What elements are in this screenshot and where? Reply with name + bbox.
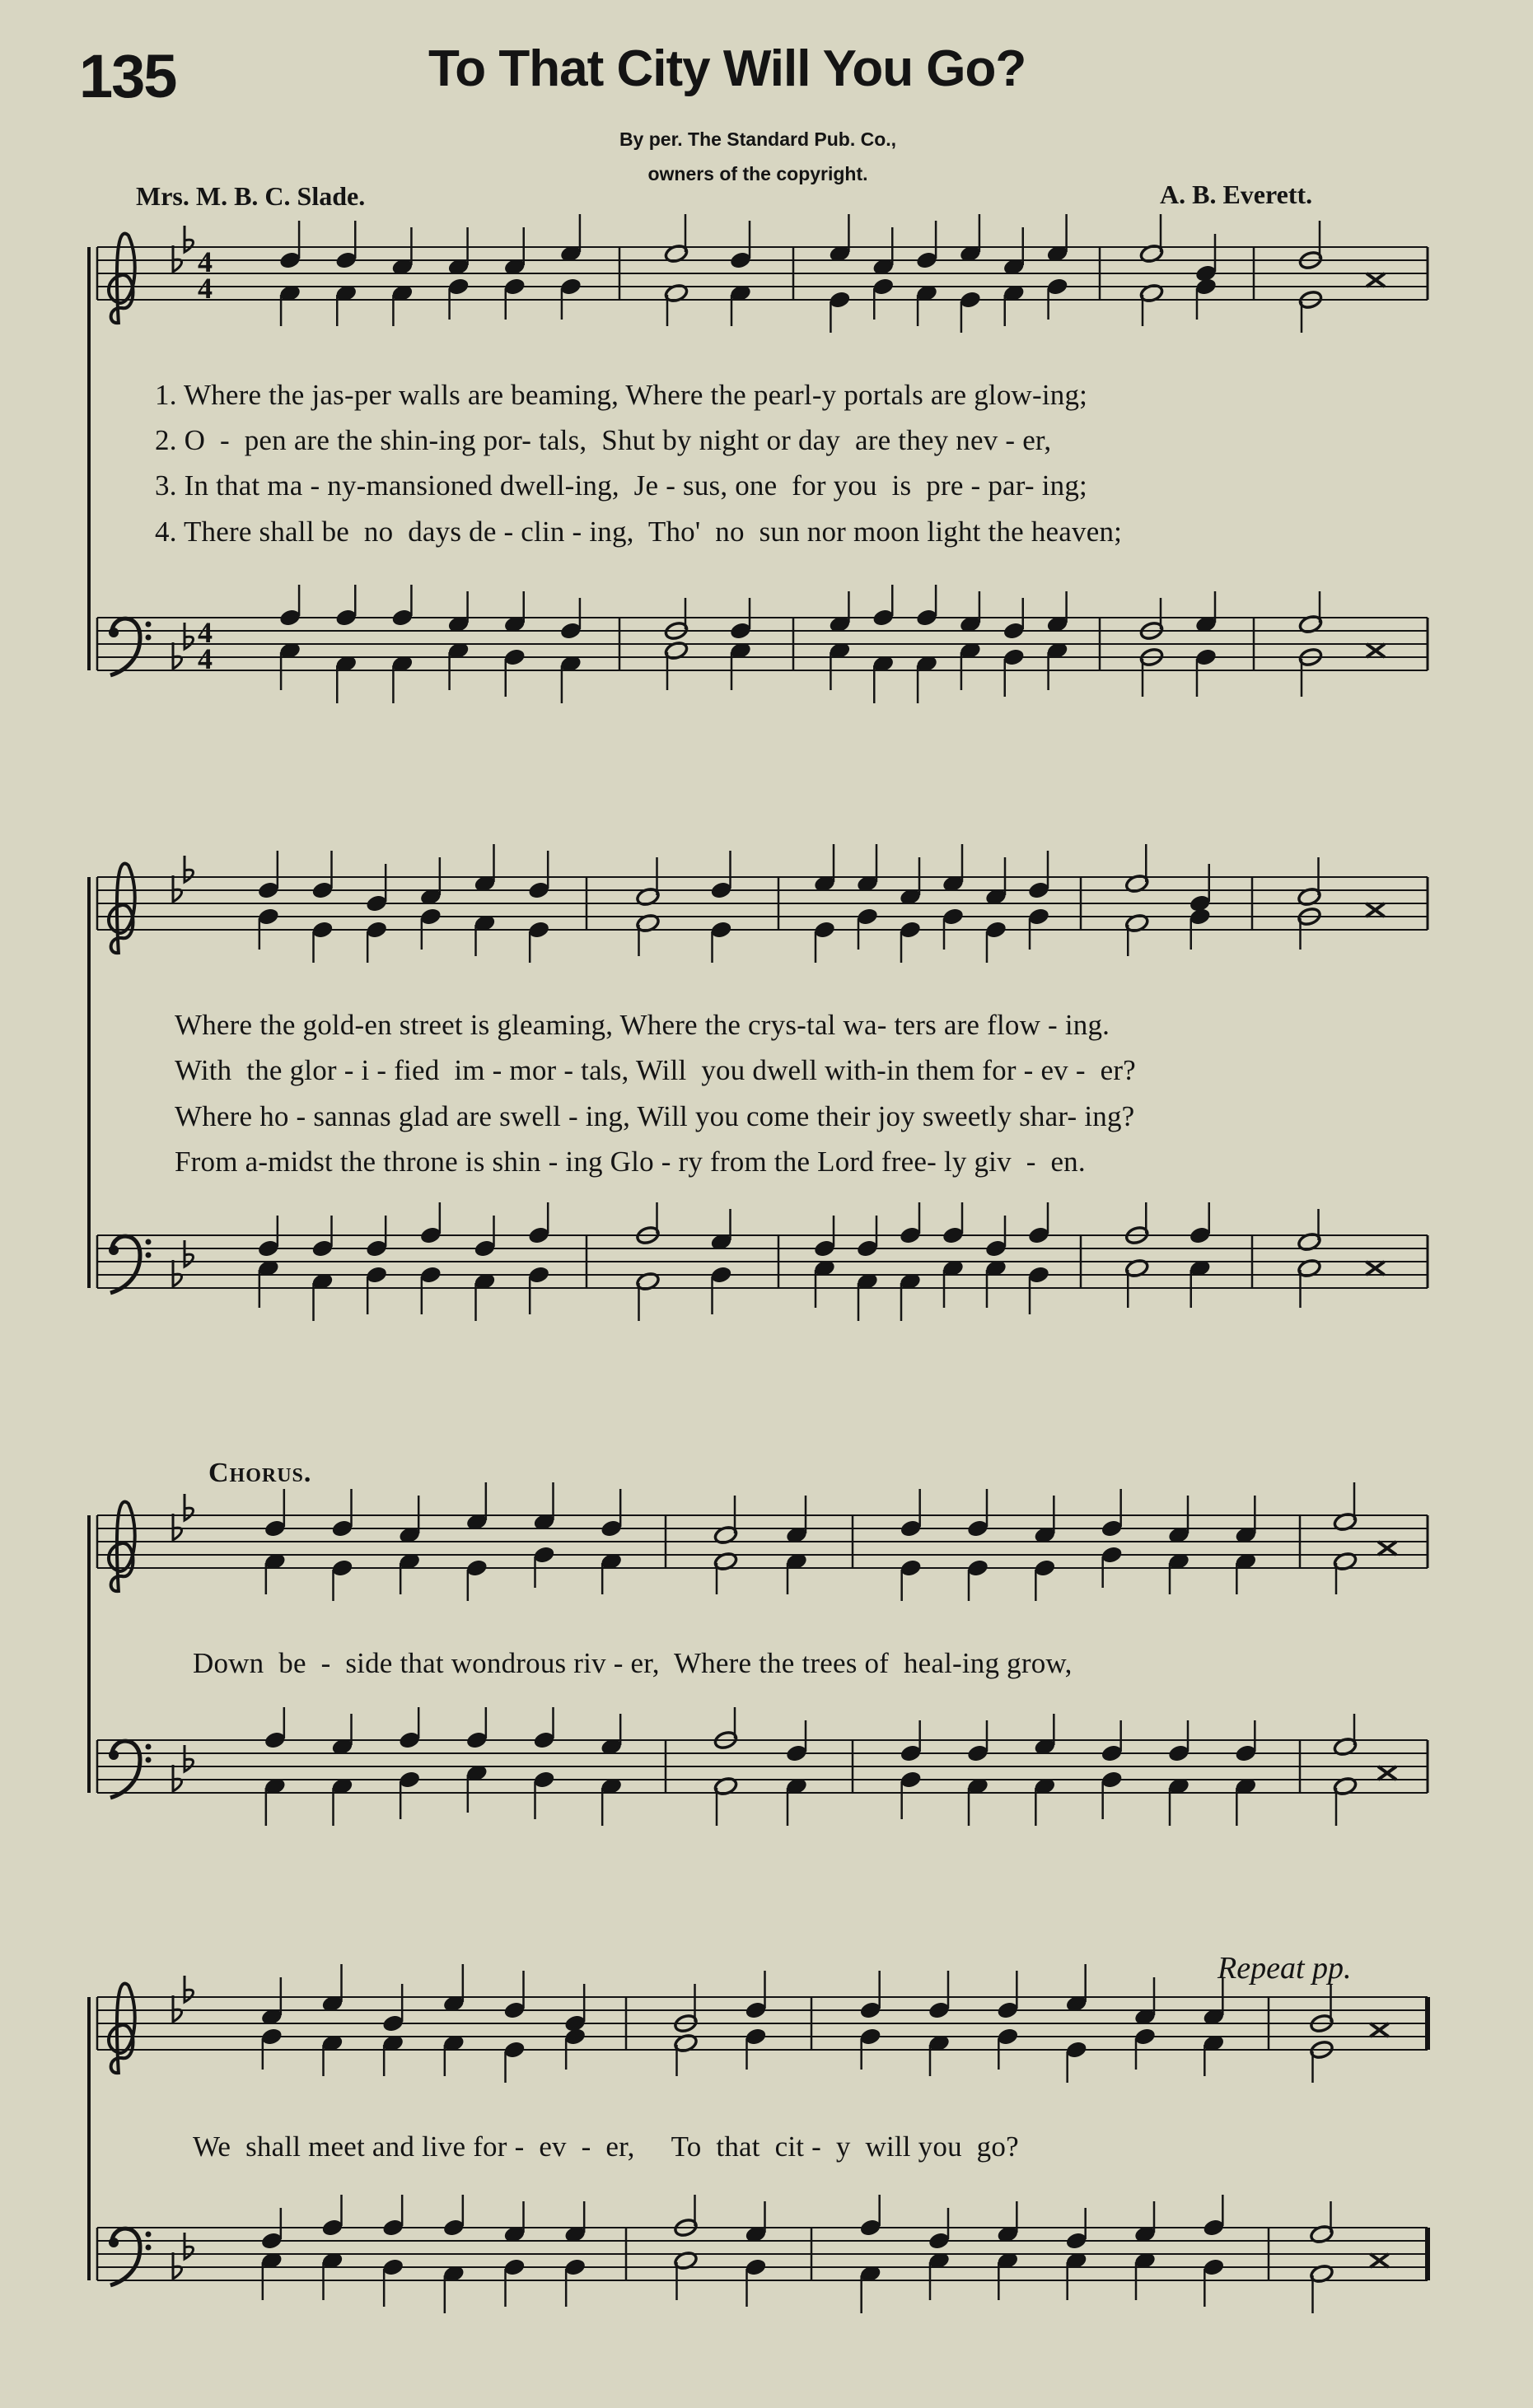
hymn-title: To That City Will You Go? <box>428 40 1026 97</box>
time-signature: 4 <box>198 616 213 649</box>
flat-sign <box>173 642 182 669</box>
verse-4-line-1: 4. There shall be no days de - clin - ing, Tho' no sun nor moon light the heaven; <box>155 516 1123 548</box>
hymn-number: 135 <box>79 42 176 110</box>
bass-clef-dot <box>146 1757 152 1763</box>
bass-clef-dot <box>146 2232 152 2238</box>
verse-2-line-2: With the glor - i - fied im - mor - tals, Will you dwell with-in them for - ev - er? <box>175 1054 1136 1086</box>
permission-line-1: By per. The Standard Pub. Co., <box>619 128 897 150</box>
rest-sign <box>1367 1262 1385 1275</box>
rest-sign <box>1367 903 1385 917</box>
verse-4-line-2: From a-midst the throne is shin - ing Glo - ry from the Lord free- ly giv - en. <box>175 1146 1086 1178</box>
chorus-label: Chorus. <box>208 1458 312 1488</box>
flat-sign <box>185 1240 194 1267</box>
permission-line-2: owners of the copyright. <box>647 163 868 184</box>
time-signature: 4 <box>198 245 213 278</box>
chorus-line-2: We shall meet and live for - ev - er, To that cit - y will you go? <box>193 2130 1019 2163</box>
flat-sign <box>185 856 194 882</box>
verse-1-line-2: Where the gold-en street is gleaming, Where the crys-tal wa- ters are flow - ing. <box>175 1009 1110 1041</box>
verse-3-line-2: Where ho - sannas glad are swell - ing, Will you come their joy sweetly shar- ing? <box>175 1100 1135 1132</box>
repeat-instruction: Repeat pp. <box>1218 1951 1352 1986</box>
bass-clef-dot <box>146 1253 152 1258</box>
flat-sign <box>173 1765 182 1791</box>
bass-clef-dot <box>109 1750 119 1760</box>
bass-clef-dot <box>146 622 152 628</box>
bass-clef <box>110 2228 140 2285</box>
rest-sign <box>1371 2254 1389 2267</box>
flat-sign <box>185 623 194 649</box>
flat-sign <box>173 1260 182 1286</box>
flat-sign <box>185 1494 194 1520</box>
bass-clef-dot <box>109 628 119 637</box>
chorus-line-1: Down be - side that wondrous riv - er, Where the trees of heal-ing grow, <box>193 1647 1073 1679</box>
flat-sign <box>185 226 194 252</box>
rest-sign <box>1371 2023 1389 2037</box>
flat-sign <box>173 875 182 902</box>
rest-sign <box>1378 1542 1396 1555</box>
bass-clef-dot <box>146 2245 152 2251</box>
composer-credit: A. B. Everett. <box>1160 180 1313 209</box>
verse-3-line-1: 3. In that ma - ny-mansioned dwell-ing, Je - sus, one for you is pre - par- ing; <box>155 469 1087 502</box>
rest-sign <box>1367 644 1385 657</box>
flat-sign <box>185 2233 194 2259</box>
time-signature: 4 <box>198 272 213 305</box>
flat-sign <box>185 1745 194 1771</box>
flat-sign <box>173 1514 182 1540</box>
bass-clef <box>110 618 140 675</box>
bass-clef-dot <box>146 635 152 641</box>
bass-clef-dot <box>146 1744 152 1750</box>
bass-clef <box>110 1236 140 1293</box>
verse-2-line-1: 2. O - pen are the shin-ing por- tals, Shut by night or day are they nev - er, <box>155 424 1052 456</box>
rest-sign <box>1367 273 1385 287</box>
flat-sign <box>173 245 182 272</box>
time-signature: 4 <box>198 642 213 675</box>
flat-sign <box>173 2252 182 2279</box>
rest-sign <box>1378 1766 1396 1780</box>
flat-sign <box>173 1995 182 2022</box>
bass-clef-dot <box>109 1245 119 1255</box>
flat-sign <box>185 1976 194 2002</box>
bass-clef-dot <box>109 2238 119 2247</box>
bass-clef <box>110 1741 140 1798</box>
lyricist-credit: Mrs. M. B. C. Slade. <box>136 181 366 211</box>
bass-clef-dot <box>146 1239 152 1245</box>
verse-1-line-1: 1. Where the jas-per walls are beaming, Where the pearl-y portals are glow-ing; <box>155 379 1088 411</box>
